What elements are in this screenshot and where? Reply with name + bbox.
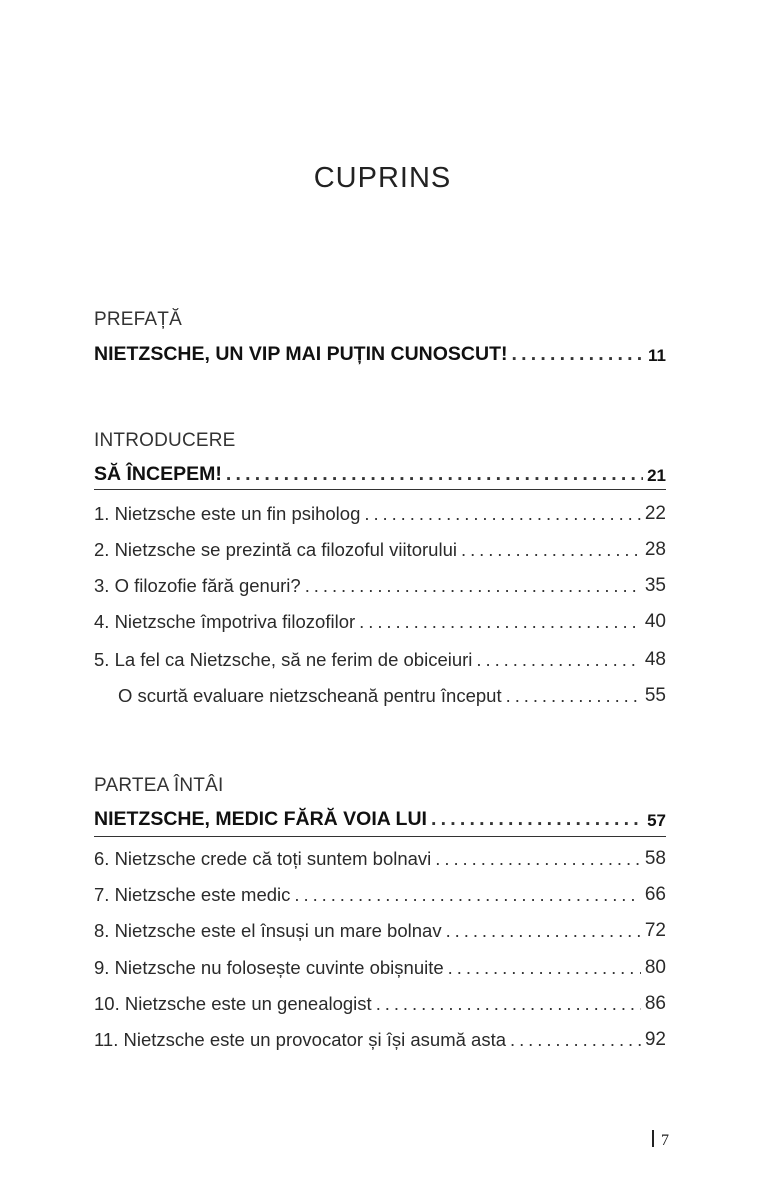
toc-heading-page: 21 (647, 466, 666, 485)
toc-item-title: 3. O filozofie fără genuri? (94, 575, 301, 596)
toc-heading-title: NIETZSCHE, MEDIC FĂRĂ VOIA LUI (94, 808, 427, 830)
toc-item-title: 10. Nietzsche este un genealogist (94, 993, 372, 1014)
toc-item-page: 80 (644, 957, 666, 978)
toc-heading-prefata[interactable] (94, 336, 666, 366)
dot-leader (476, 649, 640, 671)
page-number (652, 1130, 669, 1150)
toc-item[interactable] (94, 641, 666, 671)
dot-leader (294, 884, 640, 906)
toc-item[interactable] (94, 985, 666, 1015)
section-label-introducere: INTRODUCERE (94, 430, 236, 451)
dot-leader (305, 575, 641, 597)
dot-leader (506, 685, 641, 707)
dot-leader (431, 808, 643, 831)
dot-leader (510, 1029, 641, 1051)
toc-item-page: 72 (644, 920, 666, 941)
toc-item-page: 66 (644, 884, 666, 905)
toc-item-page: 86 (644, 993, 666, 1014)
section-label-prefata: PREFAȚĂ (94, 309, 182, 330)
toc-heading-title: NIETZSCHE, UN VIP MAI PUȚIN CUNOSCUT! (94, 343, 508, 365)
dot-leader (364, 503, 641, 525)
toc-heading-title: SĂ ÎNCEPEM! (94, 463, 222, 485)
toc-item-page: 58 (644, 848, 666, 869)
toc-item-title: 2. Nietzsche se prezintă ca filozoful viitorului (94, 539, 457, 560)
toc-heading-page: 11 (648, 346, 666, 365)
heading-rule (94, 489, 666, 490)
page-number-value: 7 (661, 1132, 669, 1149)
toc-item[interactable] (94, 1021, 666, 1051)
dot-leader (226, 463, 643, 486)
page-number-divider (652, 1130, 654, 1147)
toc-item-page: 35 (644, 575, 666, 596)
toc-item[interactable] (94, 495, 666, 525)
toc-item-page: 28 (644, 539, 666, 560)
dot-leader (376, 993, 641, 1015)
heading-rule (94, 836, 666, 837)
toc-item-page: 22 (644, 503, 666, 524)
toc-item-page: 92 (644, 1029, 666, 1050)
toc-item-title: 4. Nietzsche împotriva filozofilor (94, 611, 356, 632)
toc-item[interactable] (94, 603, 666, 633)
dot-leader (512, 343, 645, 366)
toc-item[interactable] (94, 876, 666, 906)
toc-item-title: O scurtă evaluare nietzscheană pentru început (118, 685, 502, 706)
toc-item-page: 55 (644, 685, 666, 706)
toc-item-title: 7. Nietzsche este medic (94, 884, 291, 905)
toc-heading-introducere[interactable] (94, 456, 666, 486)
toc-item-title: 5. La fel ca Nietzsche, să ne ferim de obiceiuri (94, 649, 473, 670)
toc-item[interactable] (94, 949, 666, 979)
dot-leader (435, 848, 641, 870)
dot-leader (446, 920, 641, 942)
toc-item-page: 40 (644, 611, 666, 632)
toc-heading-partea-intai[interactable] (94, 801, 666, 831)
dot-leader (359, 611, 641, 633)
toc-item[interactable] (94, 531, 666, 561)
dot-leader (461, 539, 641, 561)
toc-item-title: 8. Nietzsche este el însuși un mare bolnav (94, 920, 442, 941)
toc-heading-page: 57 (647, 811, 666, 830)
dot-leader (448, 957, 641, 979)
toc-item[interactable] (118, 677, 666, 707)
toc-item-title: 1. Nietzsche este un fin psiholog (94, 503, 361, 524)
toc-item-title: 9. Nietzsche nu folosește cuvinte obișnuite (94, 957, 444, 978)
toc-item-page: 48 (644, 649, 666, 670)
toc-item-title: 6. Nietzsche crede că toți suntem bolnavi (94, 848, 432, 869)
section-label-partea-intai: PARTEA ÎNTÂI (94, 775, 224, 796)
toc-item-title: 11. Nietzsche este un provocator și își asumă asta (94, 1029, 506, 1050)
page-title: CUPRINS (313, 162, 452, 194)
toc-item[interactable] (94, 567, 666, 597)
toc-item[interactable] (94, 840, 666, 870)
toc-item[interactable] (94, 912, 666, 942)
